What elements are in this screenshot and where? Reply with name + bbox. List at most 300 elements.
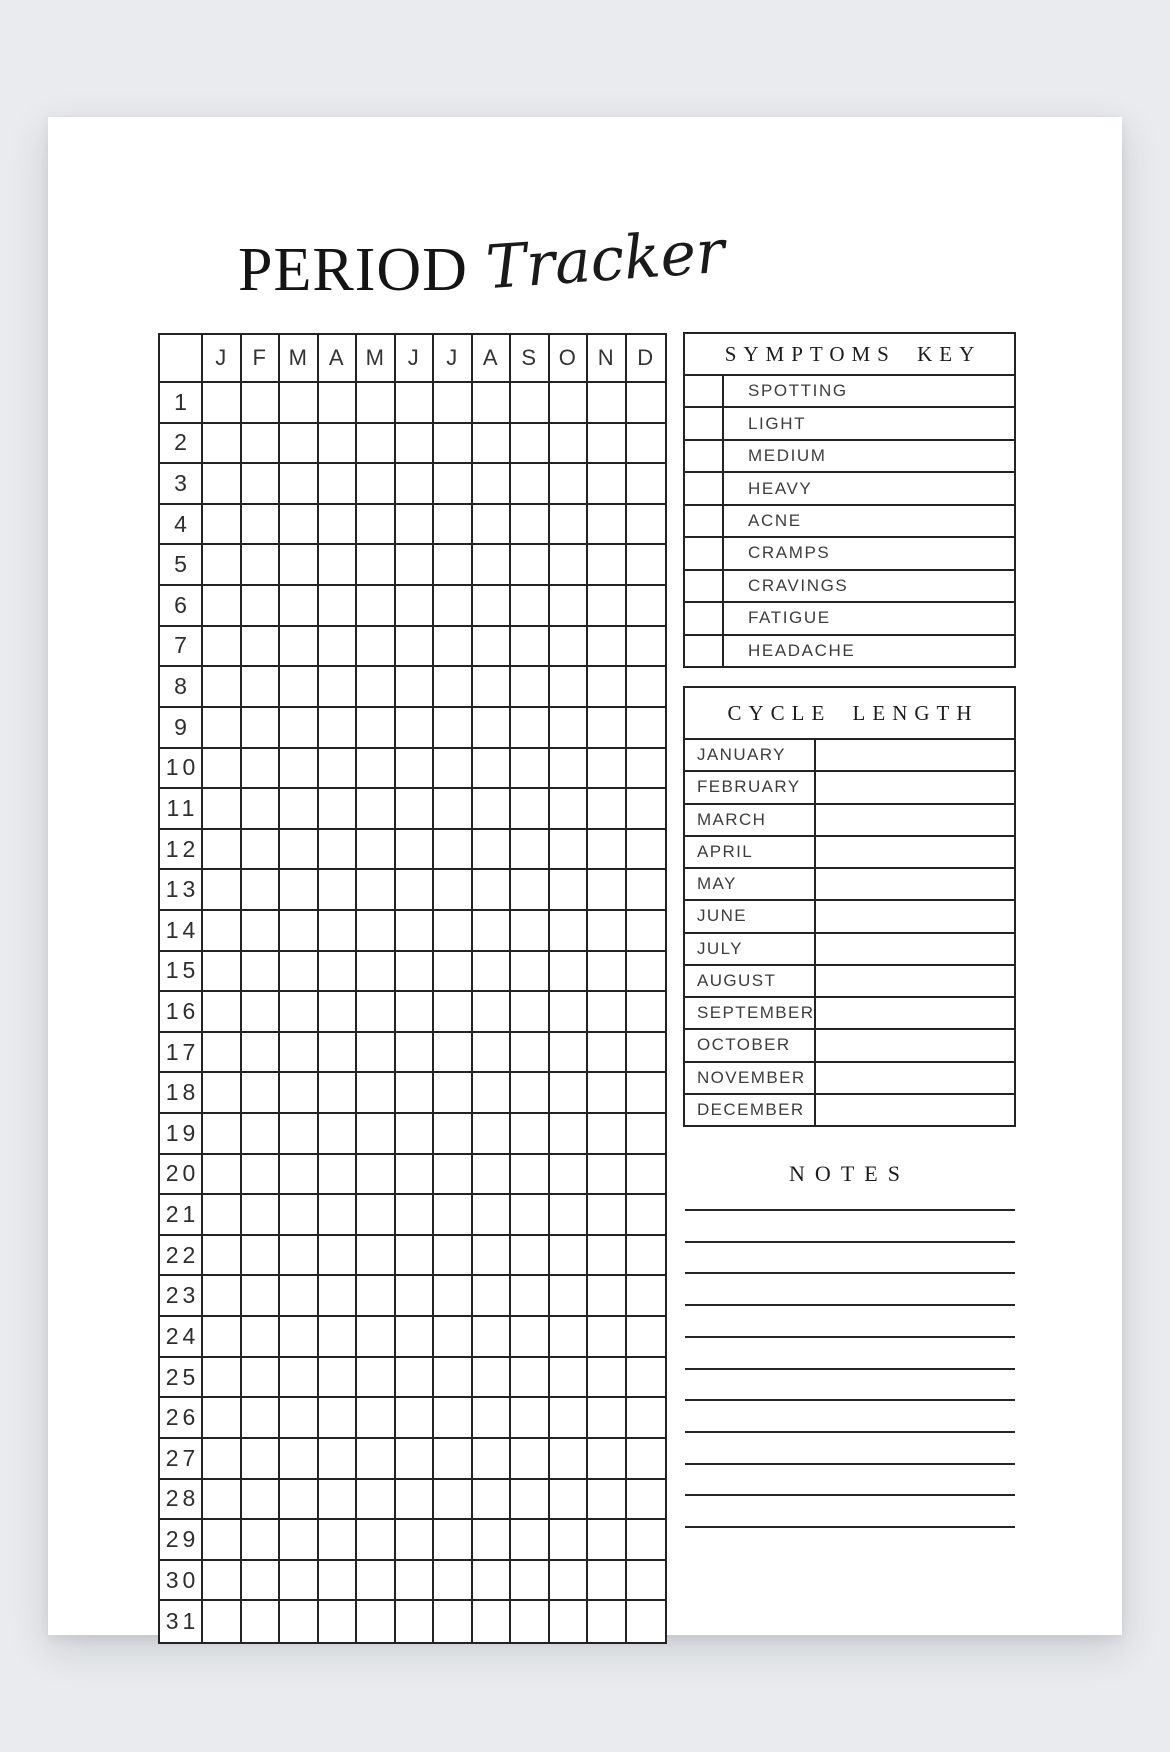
grid-cell: [280, 424, 319, 465]
grid-cell: [280, 911, 319, 952]
cycle-month-label: MARCH: [685, 805, 816, 835]
grid-cell: [242, 1073, 281, 1114]
grid-cell: [473, 1317, 512, 1358]
grid-cell: [280, 870, 319, 911]
grid-cell: [280, 464, 319, 505]
grid-cell: [396, 1236, 435, 1277]
grid-cell: [396, 1073, 435, 1114]
grid-cell: [550, 627, 589, 668]
grid-cell: [473, 464, 512, 505]
cycle-month-label: JANUARY: [685, 740, 816, 770]
grid-cell: [357, 1114, 396, 1155]
grid-cell: [357, 708, 396, 749]
grid-cell: [550, 464, 589, 505]
cycle-row: [685, 964, 1014, 996]
cycle-month-label: SEPTEMBER: [685, 998, 816, 1028]
grid-cell: [280, 1073, 319, 1114]
grid-cell: [511, 1561, 550, 1602]
cycle-month-label: DECEMBER: [685, 1095, 816, 1125]
grid-cell: [434, 1195, 473, 1236]
grid-month-header: S: [511, 335, 550, 383]
grid-cell: [319, 992, 358, 1033]
grid-day-label: 1: [160, 383, 203, 424]
grid-cell: [588, 383, 627, 424]
grid-cell: [550, 1155, 589, 1196]
grid-day-label: 10: [160, 749, 203, 790]
grid-cell: [319, 586, 358, 627]
cycle-value-cell: [816, 1095, 1014, 1125]
grid-cell: [588, 424, 627, 465]
grid-cell: [203, 830, 242, 871]
grid-cell: [511, 1276, 550, 1317]
grid-cell: [511, 1155, 550, 1196]
grid-day-label: 7: [160, 627, 203, 668]
notes-line: [685, 1494, 1015, 1496]
grid-cell: [627, 1155, 666, 1196]
grid-cell: [511, 1033, 550, 1074]
grid-cell: [319, 1114, 358, 1155]
grid-cell: [434, 952, 473, 993]
grid-cell: [203, 789, 242, 830]
tracker-grid: [158, 333, 667, 1644]
grid-cell: [434, 464, 473, 505]
grid-day-label: 23: [160, 1276, 203, 1317]
grid-cell: [319, 505, 358, 546]
grid-cell: [357, 586, 396, 627]
cycle-month-label: APRIL: [685, 837, 816, 867]
grid-cell: [280, 1480, 319, 1521]
grid-cell: [434, 505, 473, 546]
symptom-row: [685, 601, 1014, 633]
grid-cell: [203, 749, 242, 790]
symptom-swatch-cell: [685, 408, 724, 438]
grid-cell: [511, 505, 550, 546]
grid-month-header: J: [203, 335, 242, 383]
grid-month-header: F: [242, 335, 281, 383]
grid-cell: [550, 830, 589, 871]
grid-cell: [550, 383, 589, 424]
grid-cell: [203, 627, 242, 668]
grid-cell: [550, 545, 589, 586]
grid-day-label: 11: [160, 789, 203, 830]
printable-page: [48, 117, 1122, 1635]
grid-cell: [280, 830, 319, 871]
grid-cell: [203, 1276, 242, 1317]
grid-cell: [280, 1561, 319, 1602]
grid-cell: [511, 627, 550, 668]
symptom-row: [685, 536, 1014, 568]
symptom-label: FATIGUE: [748, 608, 831, 628]
notes-line: [685, 1463, 1015, 1465]
grid-cell: [242, 992, 281, 1033]
grid-cell: [434, 586, 473, 627]
grid-cell: [396, 789, 435, 830]
grid-cell: [434, 1358, 473, 1399]
cycle-row: [685, 867, 1014, 899]
grid-cell: [319, 667, 358, 708]
grid-cell: [434, 1236, 473, 1277]
symptom-label: CRAMPS: [748, 543, 831, 563]
grid-cell: [280, 505, 319, 546]
grid-cell: [550, 952, 589, 993]
grid-day-label: 25: [160, 1358, 203, 1399]
grid-cell: [357, 789, 396, 830]
grid-cell: [357, 911, 396, 952]
grid-cell: [550, 708, 589, 749]
grid-cell: [588, 545, 627, 586]
grid-month-header: A: [473, 335, 512, 383]
grid-cell: [242, 586, 281, 627]
grid-cell: [242, 505, 281, 546]
grid-cell: [434, 545, 473, 586]
grid-cell: [627, 749, 666, 790]
grid-cell: [357, 749, 396, 790]
grid-cell: [627, 545, 666, 586]
grid-cell: [319, 911, 358, 952]
grid-cell: [319, 708, 358, 749]
cycle-month-label: AUGUST: [685, 966, 816, 996]
grid-cell: [396, 1480, 435, 1521]
grid-cell: [203, 1317, 242, 1358]
grid-cell: [242, 830, 281, 871]
grid-cell: [627, 1601, 666, 1642]
grid-cell: [434, 870, 473, 911]
grid-cell: [242, 1520, 281, 1561]
grid-cell: [280, 627, 319, 668]
grid-cell: [280, 1033, 319, 1074]
grid-cell: [473, 1114, 512, 1155]
grid-cell: [203, 1601, 242, 1642]
grid-cell: [319, 1561, 358, 1602]
symptom-swatch-cell: [685, 506, 724, 536]
grid-cell: [473, 1033, 512, 1074]
grid-cell: [319, 749, 358, 790]
title-main: PERIOD: [238, 236, 468, 304]
grid-cell: [473, 911, 512, 952]
grid-cell: [550, 1033, 589, 1074]
grid-cell: [319, 1480, 358, 1521]
notes-title: NOTES: [789, 1161, 910, 1186]
grid-cell: [550, 1358, 589, 1399]
symptom-swatch-cell: [685, 571, 724, 601]
grid-cell: [280, 1520, 319, 1561]
grid-cell: [242, 1601, 281, 1642]
grid-cell: [242, 1195, 281, 1236]
grid-cell: [627, 505, 666, 546]
cycle-value-cell: [816, 740, 1014, 770]
grid-cell: [434, 1439, 473, 1480]
grid-cell: [588, 1317, 627, 1358]
grid-corner-cell: [160, 335, 203, 383]
grid-cell: [280, 789, 319, 830]
grid-day-label: 17: [160, 1033, 203, 1074]
grid-cell: [473, 1195, 512, 1236]
grid-month-header: A: [319, 335, 358, 383]
notes-line: [685, 1399, 1015, 1401]
grid-cell: [242, 383, 281, 424]
grid-cell: [319, 627, 358, 668]
grid-cell: [242, 1358, 281, 1399]
grid-day-label: 15: [160, 952, 203, 993]
grid-cell: [203, 383, 242, 424]
cycle-row: [685, 1028, 1014, 1060]
symptom-swatch-cell: [685, 376, 724, 406]
grid-cell: [203, 1358, 242, 1399]
grid-cell: [588, 627, 627, 668]
symptoms-key-title: SYMPTOMS KEY: [724, 341, 982, 366]
grid-cell: [550, 870, 589, 911]
grid-cell: [511, 1398, 550, 1439]
grid-cell: [434, 383, 473, 424]
grid-cell: [473, 545, 512, 586]
grid-cell: [357, 952, 396, 993]
grid-day-label: 6: [160, 586, 203, 627]
grid-cell: [434, 667, 473, 708]
symptom-row: [685, 406, 1014, 438]
grid-day-label: 14: [160, 911, 203, 952]
grid-month-header: M: [280, 335, 319, 383]
cycle-value-cell: [816, 1063, 1014, 1093]
grid-cell: [396, 1358, 435, 1399]
grid-cell: [511, 1480, 550, 1521]
grid-cell: [434, 708, 473, 749]
grid-cell: [473, 1073, 512, 1114]
cycle-month-label: JULY: [685, 934, 816, 964]
grid-cell: [434, 1276, 473, 1317]
grid-cell: [473, 586, 512, 627]
grid-cell: [627, 1317, 666, 1358]
grid-cell: [627, 1439, 666, 1480]
grid-cell: [357, 424, 396, 465]
grid-cell: [627, 789, 666, 830]
grid-cell: [319, 1236, 358, 1277]
grid-cell: [203, 1439, 242, 1480]
grid-cell: [473, 830, 512, 871]
grid-cell: [511, 1114, 550, 1155]
grid-cell: [396, 830, 435, 871]
grid-cell: [473, 952, 512, 993]
grid-cell: [242, 1276, 281, 1317]
grid-cell: [357, 1033, 396, 1074]
grid-cell: [627, 870, 666, 911]
grid-cell: [319, 1276, 358, 1317]
grid-month-header: O: [550, 335, 589, 383]
notes-line: [685, 1368, 1015, 1370]
grid-day-label: 2: [160, 424, 203, 465]
grid-cell: [396, 667, 435, 708]
grid-cell: [511, 1195, 550, 1236]
grid-cell: [357, 1601, 396, 1642]
grid-cell: [319, 789, 358, 830]
grid-cell: [627, 1033, 666, 1074]
grid-cell: [473, 1561, 512, 1602]
grid-cell: [434, 789, 473, 830]
grid-cell: [550, 1561, 589, 1602]
grid-cell: [203, 992, 242, 1033]
cycle-value-cell: [816, 934, 1014, 964]
grid-cell: [396, 1317, 435, 1358]
grid-cell: [588, 952, 627, 993]
grid-cell: [511, 870, 550, 911]
grid-cell: [511, 992, 550, 1033]
grid-cell: [396, 952, 435, 993]
grid-cell: [280, 383, 319, 424]
grid-cell: [357, 545, 396, 586]
symptom-label: HEAVY: [748, 478, 813, 498]
grid-cell: [357, 1276, 396, 1317]
grid-cell: [588, 830, 627, 871]
grid-cell: [511, 1358, 550, 1399]
grid-cell: [203, 911, 242, 952]
grid-cell: [396, 749, 435, 790]
grid-cell: [434, 830, 473, 871]
grid-cell: [242, 1114, 281, 1155]
grid-cell: [396, 383, 435, 424]
grid-cell: [242, 1033, 281, 1074]
grid-day-label: 5: [160, 545, 203, 586]
grid-cell: [473, 627, 512, 668]
grid-cell: [319, 383, 358, 424]
grid-cell: [203, 1033, 242, 1074]
grid-cell: [588, 1114, 627, 1155]
grid-day-label: 28: [160, 1480, 203, 1521]
grid-cell: [473, 1398, 512, 1439]
symptom-row: [685, 374, 1014, 406]
cycle-length-title: CYCLE LENGTH: [727, 700, 979, 725]
cycle-row: [685, 932, 1014, 964]
grid-cell: [242, 1155, 281, 1196]
cycle-row: [685, 1093, 1014, 1125]
symptoms-key-panel: [683, 332, 1016, 668]
grid-cell: [396, 1439, 435, 1480]
grid-cell: [473, 505, 512, 546]
grid-cell: [203, 1155, 242, 1196]
grid-cell: [473, 1236, 512, 1277]
symptom-label: SPOTTING: [748, 381, 848, 401]
cycle-row: [685, 1061, 1014, 1093]
grid-cell: [319, 1601, 358, 1642]
grid-cell: [473, 749, 512, 790]
grid-cell: [434, 1601, 473, 1642]
grid-cell: [434, 1114, 473, 1155]
grid-cell: [319, 952, 358, 993]
grid-cell: [357, 1398, 396, 1439]
grid-cell: [511, 708, 550, 749]
grid-cell: [550, 911, 589, 952]
grid-cell: [550, 1398, 589, 1439]
grid-cell: [203, 1073, 242, 1114]
grid-cell: [550, 1317, 589, 1358]
grid-cell: [280, 1601, 319, 1642]
grid-cell: [511, 545, 550, 586]
grid-cell: [550, 1195, 589, 1236]
grid-cell: [280, 708, 319, 749]
cycle-row: [685, 738, 1014, 770]
grid-cell: [203, 505, 242, 546]
grid-cell: [473, 1520, 512, 1561]
grid-cell: [319, 1195, 358, 1236]
grid-cell: [511, 1317, 550, 1358]
grid-cell: [203, 667, 242, 708]
grid-cell: [203, 545, 242, 586]
grid-cell: [280, 1276, 319, 1317]
grid-cell: [357, 870, 396, 911]
grid-cell: [203, 1561, 242, 1602]
cycle-value-cell: [816, 1030, 1014, 1060]
grid-cell: [242, 952, 281, 993]
grid-cell: [319, 1520, 358, 1561]
grid-cell: [319, 870, 358, 911]
grid-cell: [242, 667, 281, 708]
grid-cell: [550, 749, 589, 790]
grid-cell: [319, 464, 358, 505]
grid-cell: [357, 627, 396, 668]
grid-cell: [434, 627, 473, 668]
grid-cell: [357, 1195, 396, 1236]
grid-cell: [588, 1480, 627, 1521]
grid-day-label: 4: [160, 505, 203, 546]
grid-cell: [588, 464, 627, 505]
grid-cell: [396, 424, 435, 465]
grid-cell: [588, 1561, 627, 1602]
grid-month-header: N: [588, 335, 627, 383]
grid-cell: [203, 1398, 242, 1439]
grid-cell: [242, 911, 281, 952]
grid-day-label: 30: [160, 1561, 203, 1602]
grid-day-label: 21: [160, 1195, 203, 1236]
grid-cell: [280, 545, 319, 586]
grid-cell: [357, 1439, 396, 1480]
grid-cell: [357, 992, 396, 1033]
grid-cell: [242, 789, 281, 830]
grid-cell: [396, 627, 435, 668]
grid-cell: [511, 1520, 550, 1561]
grid-cell: [319, 424, 358, 465]
grid-cell: [627, 830, 666, 871]
grid-cell: [396, 1561, 435, 1602]
grid-cell: [396, 1276, 435, 1317]
grid-cell: [319, 830, 358, 871]
grid-cell: [473, 708, 512, 749]
grid-cell: [627, 1480, 666, 1521]
cycle-month-label: JUNE: [685, 901, 816, 931]
grid-cell: [550, 1439, 589, 1480]
grid-cell: [280, 1236, 319, 1277]
grid-cell: [357, 1480, 396, 1521]
grid-day-label: 8: [160, 667, 203, 708]
symptom-row: [685, 569, 1014, 601]
grid-cell: [319, 1155, 358, 1196]
grid-cell: [588, 1236, 627, 1277]
grid-cell: [280, 1195, 319, 1236]
grid-cell: [588, 992, 627, 1033]
grid-cell: [627, 1195, 666, 1236]
grid-cell: [280, 1398, 319, 1439]
grid-cell: [434, 1398, 473, 1439]
grid-cell: [242, 749, 281, 790]
cycle-length-panel: [683, 686, 1016, 1127]
grid-cell: [319, 1033, 358, 1074]
grid-cell: [396, 1114, 435, 1155]
grid-cell: [242, 1439, 281, 1480]
grid-cell: [627, 708, 666, 749]
symptom-label: CRAVINGS: [748, 575, 849, 595]
grid-cell: [357, 1155, 396, 1196]
grid-cell: [550, 1520, 589, 1561]
grid-cell: [588, 870, 627, 911]
grid-day-label: 20: [160, 1155, 203, 1196]
grid-cell: [280, 1155, 319, 1196]
